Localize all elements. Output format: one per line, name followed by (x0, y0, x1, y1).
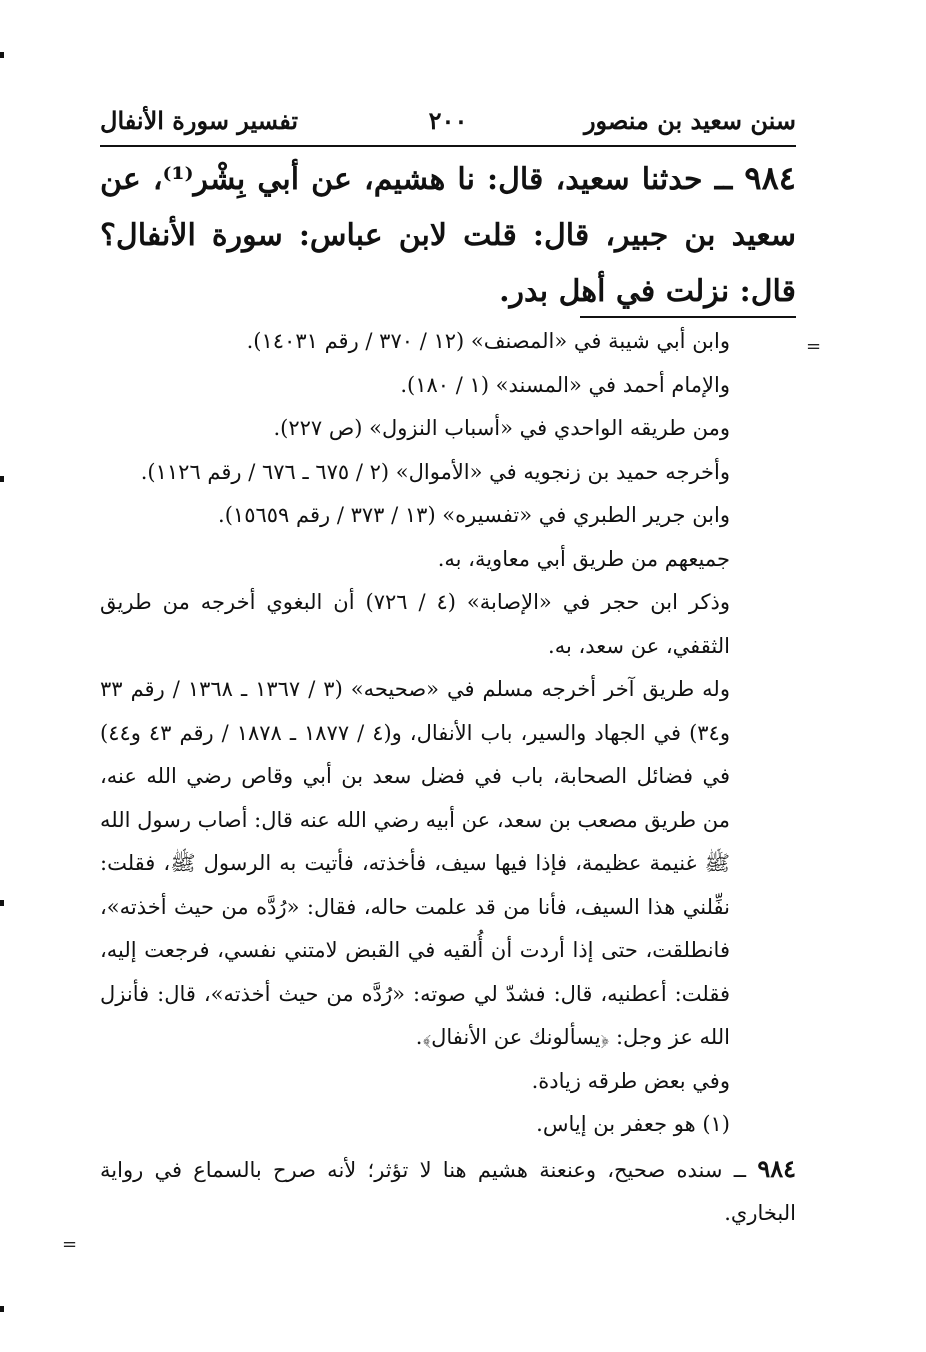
footnote-dash: ــ (733, 1157, 747, 1182)
footnote-body: سنده صحيح، وعنعنة هشيم هنا لا تؤثر؛ لأنه صرح بالسماع في رواية البخاري. (100, 1157, 796, 1225)
margin-mark: = (806, 336, 822, 357)
header-rule (100, 145, 796, 147)
scan-speck (0, 52, 4, 58)
note-line: وفي بعض طرقه زيادة. (531, 1068, 730, 1093)
hadith-number: ٩٨٤ (744, 159, 796, 197)
header-section-title: تفسير سورة الأنفال (100, 105, 299, 135)
scan-speck (0, 476, 4, 482)
note-line: وابن جرير الطبري في «تفسيره» (١٣ / ٣٧٣ / رقم ١٥٦٥٩). (218, 503, 730, 527)
notes-section (100, 320, 796, 1236)
note-line: والإمام أحمد في «المسند» (١ / ١٨٠). (400, 372, 730, 397)
note-paragraph: وله طريق آخر أخرجه مسلم في «صحيحه» (٣ / ١٣٦٧ ـ ١٣٦٨ / رقم ٣٣ و٣٤) في الجهاد والسير، باب الأنفال، و(٤ / ١٨٧٧ ـ ١٨٧٨ / رقم ٤٣ و٤٤) في فضائل الصحابة، باب في فضل سعد بن أبي وقاص رضي الله عنه، من طريق مصعب بن سعد، عن أبيه رضي الله عنه قال: أصاب رسول الله ﷺ غنيمة عظيمة، فإذا فيها سيف، فأخذته، فأتيت به الرسول ﷺ، فقلت: نفِّلني هذا السيف، فأنا من قد علمت حاله، فقال: «رُدَّه من حيث أخذته»، فانطلقت، حتى إذا أردت أن أُلقيه في القبض لامتني نفسي، فرجعت إليه، فقلت: أعطنيه، قال: فشدّ لي صوته: «رُدَّه من حيث أخذته»، قال: فأنزل الله عز وجل: ﴿يسألونك عن الأنفال﴾. (100, 677, 730, 1049)
scan-speck (0, 900, 4, 906)
note-line: ومن طريقه الواحدي في «أسباب النزول» (ص ٢٢٧). (273, 416, 730, 440)
footnote-commentary (100, 1147, 796, 1236)
header-book-title: سنن سعيد بن منصور (583, 105, 796, 135)
note-line: وأخرجه حميد بن زنجويه في «الأموال» (٢ / ٦٧٥ ـ ٦٧٦ / رقم ١١٢٦). (140, 459, 730, 484)
note-line: جميعهم من طريق أبي معاوية، به. (437, 546, 730, 571)
scan-speck (0, 1306, 4, 1312)
hadith-body: حدثنا سعيد، قال: نا هشيم، عن أبي بِشْر⁽¹⁾، عن سعيد بن جبير، قال: قلت لابن عباس: سورة الأنفال؟ قال: نزلت في أهل بدر. (100, 162, 796, 309)
hadith-dash: ــ (714, 162, 733, 197)
note-line: وابن أبي شيبة في «المصنف» (١٢ / ٣٧٠ / رقم ١٤٠٣١). (246, 329, 730, 353)
page-number: ٢٠٠ (428, 105, 468, 135)
margin-mark: = (62, 1234, 78, 1255)
footnote-1: (١) هو جعفر بن إياس. (536, 1112, 730, 1136)
footnote-separator (580, 316, 796, 318)
running-header (100, 100, 796, 140)
note-paragraph: وذكر ابن حجر في «الإصابة» (٤ / ٧٢٦) أن البغوي أخرجه من طريق الثقفي، عن سعد، به. (100, 590, 730, 658)
main-hadith-text (100, 150, 796, 320)
footnote-number: ٩٨٤ (757, 1153, 796, 1183)
